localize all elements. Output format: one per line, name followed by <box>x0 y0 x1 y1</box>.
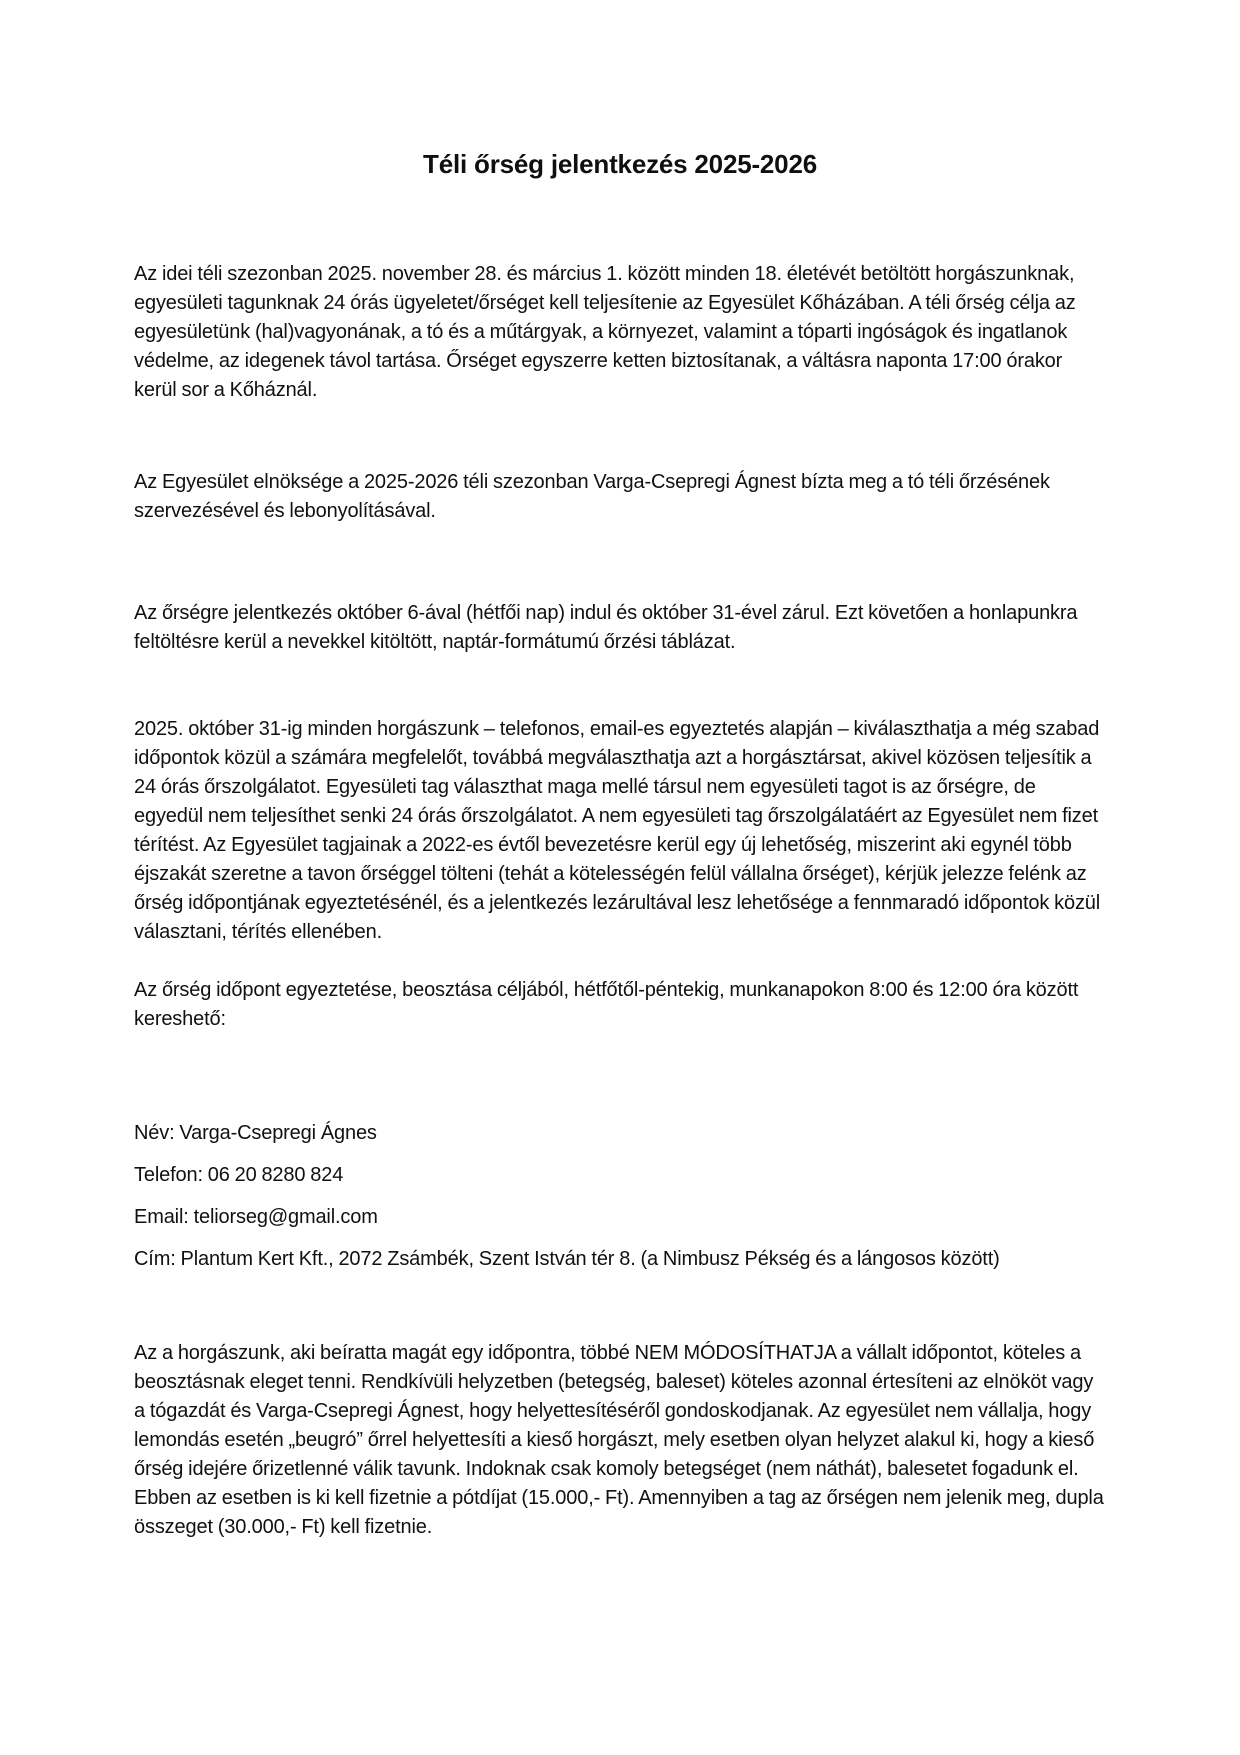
contact-name: Név: Varga-Csepregi Ágnes <box>134 1122 377 1144</box>
page-title: Téli őrség jelentkezés 2025-2026 <box>423 149 817 179</box>
paragraph-intro: Az idei téli szezonban 2025. november 28. és március 1. között minden 18. életévét betöltött horgászunknak, egyesületi tagunknak 24 órás ügyeletet/őrséget kell teljesítenie az Egyesület Kőházában. A téli őrség célja az egyesületünk (hal)vagyonának, a tó és a műtárgyak, a környezet, valamint a tóparti ingóságok és ingatlanok védelme, az idegenek távol tartása. Őrséget egyszerre ketten biztosítanak, a váltásra naponta 17:00 órakor kerül sor a Kőháznál. <box>134 263 1076 401</box>
contact-address: Cím: Plantum Kert Kft., 2072 Zsámbék, Szent István tér 8. (a Nimbusz Pékség és a lángosos között) <box>134 1248 1000 1270</box>
paragraph-availability: Az őrség időpont egyeztetése, beosztása céljából, hétfőtől-péntekig, munkanapokon 8:00 és 12:00 óra között kereshető: <box>134 979 1079 1030</box>
contact-phone: Telefon: 06 20 8280 824 <box>134 1164 344 1186</box>
paragraph-registration-period: Az őrségre jelentkezés október 6-ával (hétfői nap) indul és október 31-ével zárul. Ezt követően a honlapunkra feltöltésre kerül a nevekkel kitöltött, naptár-formátumú őrzési táblázat. <box>134 602 1078 653</box>
paragraph-closing-rules: Az a horgászunk, aki beíratta magát egy időpontra, többé NEM MÓDOSÍTHATJA a vállalt időpontot, köteles a beosztásnak eleget tenni. Rendkívüli helyzetben (betegség, baleset) köteles azonnal értesíteni az elnököt vagy a tógazdát és Varga-Csepregi Ágnest, hogy helyettesítéséről gondoskodjanak. Az egyesület nem vállalja, hogy lemondás esetén „beugró” őrrel helyettesíti a kieső horgászt, mely esetben olyan helyzet alakul ki, hogy a kieső őrség idejére őrizetlenné válik tavunk. Indoknak csak komoly betegséget (nem náthát), balesetet fogadunk el. Ebben az esetben is ki kell fizetnie a pótdíjat (15.000,- Ft). Amennyiben a tag az őrségen nem jelenik meg, dupla összeget (30.000,- Ft) kell fizetnie. <box>134 1342 1104 1538</box>
contact-email: Email: teliorseg@gmail.com <box>134 1206 378 1228</box>
paragraph-assignment: Az Egyesület elnöksége a 2025-2026 téli szezonban Varga-Csepregi Ágnest bízta meg a tó téli őrzésének szervezésével és lebonyolításával. <box>134 471 1050 522</box>
paragraph-slot-selection: 2025. október 31-ig minden horgászunk – telefonos, email-es egyeztetés alapján – kiválaszthatja a még szabad időpontok közül a számára megfelelőt, továbbá megválaszthatja azt a horgásztársat, akivel közösen teljesítik a 24 órás őrszolgálatot. Egyesületi tag választhat maga mellé társul nem egyesületi tagot is az őrségre, de egyedül nem teljesíthet senki 24 órás őrszolgálatot. A nem egyesületi tag őrszolgálatáért az Egyesület nem fizet térítést. Az Egyesület tagjainak a 2022-es évtől bevezetésre kerül egy új lehetőség, miszerint aki egynél több éjszakát szeretne a tavon őrséggel tölteni (tehát a kötelességén felül vállalna őrséget), kérjük jelezze felénk az őrség időpontjának egyeztetésénél, és a jelentkezés lezárultával lesz lehetősége a fennmaradó időpontok közül választani, térítés ellenében. <box>134 718 1101 943</box>
